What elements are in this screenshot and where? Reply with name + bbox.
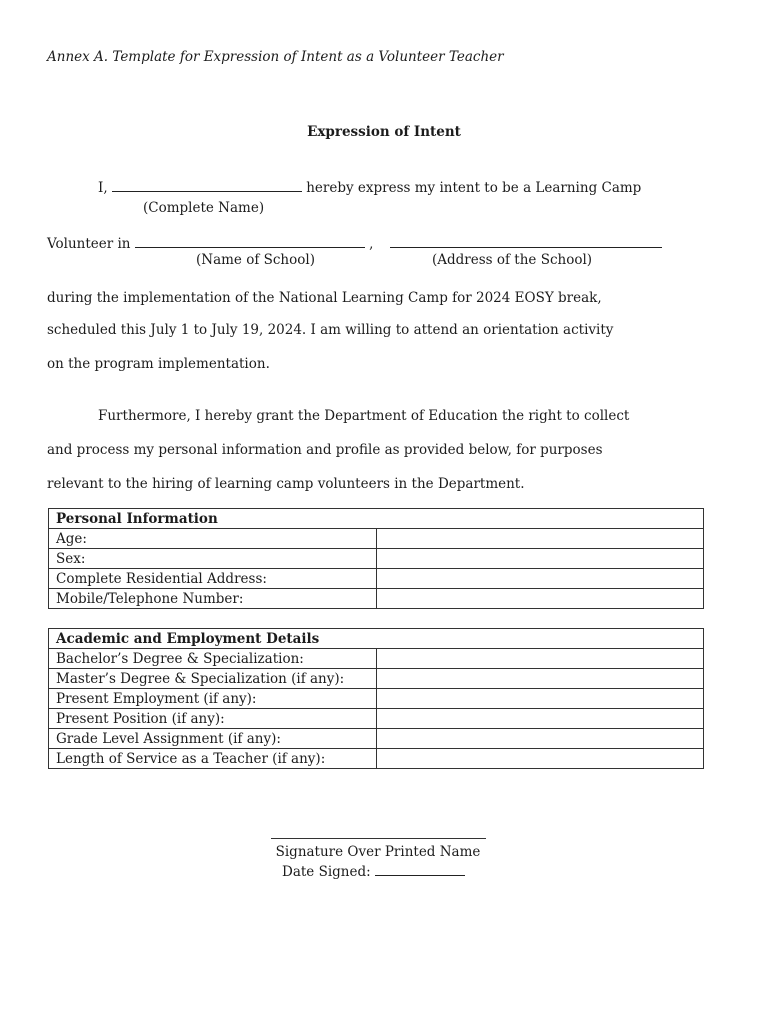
phone-label: Mobile/Telephone Number:	[49, 589, 377, 609]
grade-level-field[interactable]	[376, 729, 704, 749]
academic-info-header-row	[49, 629, 704, 649]
position-label: Present Position (if any):	[49, 709, 377, 729]
date-signed-field[interactable]	[375, 863, 465, 876]
employment-field[interactable]	[376, 689, 704, 709]
volunteer-prefix: Volunteer in	[47, 236, 131, 252]
personal-info-header-row	[49, 509, 704, 529]
signature-line[interactable]	[271, 838, 486, 839]
date-signed	[282, 863, 465, 880]
table-row	[49, 569, 704, 589]
paragraph1-line3: on the program implementation.	[47, 356, 270, 372]
signature-label: Signature Over Printed Name	[275, 844, 481, 860]
intent-prefix: I,	[98, 180, 108, 196]
document-title: Expression of Intent	[307, 124, 461, 140]
masters-label: Master’s Degree & Specialization (if any):	[49, 669, 377, 689]
comma: ,	[369, 236, 374, 252]
masters-field[interactable]	[376, 669, 704, 689]
annex-title: Annex A. Template for Expression of Intent as a Volunteer Teacher	[47, 49, 504, 65]
table-row	[49, 669, 704, 689]
table-row	[49, 689, 704, 709]
paragraph2-line1: Furthermore, I hereby grant the Department of Education the right to collect	[98, 408, 630, 424]
bachelors-field[interactable]	[376, 649, 704, 669]
service-length-field[interactable]	[376, 749, 704, 769]
school-name-caption: (Name of School)	[196, 252, 315, 268]
service-length-label: Length of Service as a Teacher (if any):	[49, 749, 377, 769]
intent-suffix: hereby express my intent to be a Learning Camp	[306, 180, 642, 196]
age-field[interactable]	[376, 529, 704, 549]
complete-name-field[interactable]	[112, 179, 302, 192]
date-signed-label: Date Signed:	[282, 864, 371, 880]
paragraph1-line1: during the implementation of the National Learning Camp for 2024 EOSY break,	[47, 290, 602, 306]
paragraph2-line2: and process my personal information and profile as provided below, for purposes	[47, 442, 603, 458]
address-field[interactable]	[376, 569, 704, 589]
academic-info-heading: Academic and Employment Details	[49, 629, 704, 649]
phone-field[interactable]	[376, 589, 704, 609]
school-address-caption: (Address of the School)	[432, 252, 593, 268]
age-label: Age:	[49, 529, 377, 549]
table-row	[49, 649, 704, 669]
table-row	[49, 589, 704, 609]
sex-field[interactable]	[376, 549, 704, 569]
intent-line	[98, 179, 641, 196]
academic-info-table	[48, 628, 704, 769]
grade-level-label: Grade Level Assignment (if any):	[49, 729, 377, 749]
address-label: Complete Residential Address:	[49, 569, 377, 589]
table-row	[49, 549, 704, 569]
table-row	[49, 709, 704, 729]
employment-label: Present Employment (if any):	[49, 689, 377, 709]
personal-info-table	[48, 508, 704, 609]
personal-info-heading: Personal Information	[49, 509, 704, 529]
paragraph1-line2: scheduled this July 1 to July 19, 2024. I am willing to attend an orientation activity	[47, 322, 614, 338]
bachelors-label: Bachelor’s Degree & Specialization:	[49, 649, 377, 669]
school-name-field[interactable]	[135, 235, 365, 248]
paragraph2-line3: relevant to the hiring of learning camp volunteers in the Department.	[47, 476, 525, 492]
volunteer-line	[47, 235, 662, 252]
position-field[interactable]	[376, 709, 704, 729]
complete-name-caption: (Complete Name)	[143, 200, 265, 216]
table-row	[49, 529, 704, 549]
table-row	[49, 729, 704, 749]
school-address-field[interactable]	[390, 235, 662, 248]
table-row	[49, 749, 704, 769]
sex-label: Sex:	[49, 549, 377, 569]
